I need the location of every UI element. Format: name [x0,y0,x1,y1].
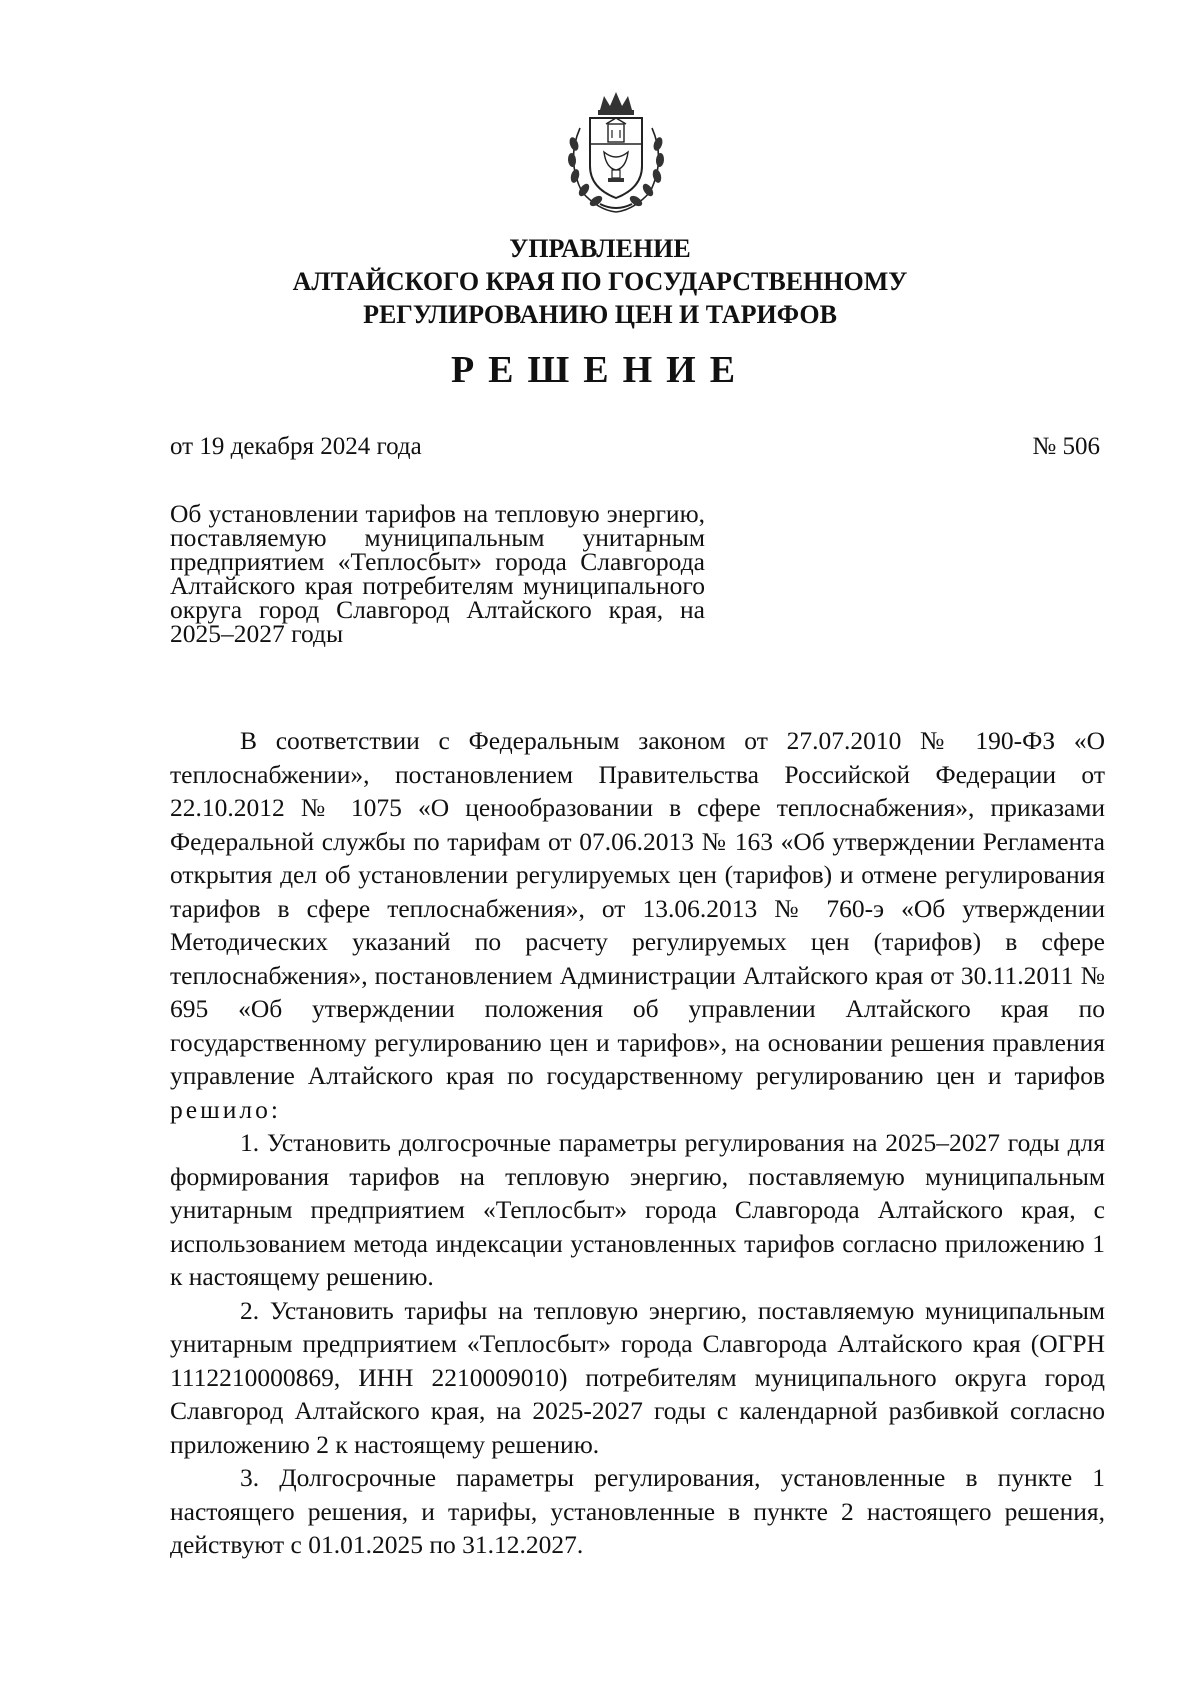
header-line-2: АЛТАЙСКОГО КРАЯ ПО ГОСУДАРСТВЕННОМУ [292,267,908,296]
altai-krai-coat-of-arms-icon [560,88,672,216]
decision-item-2: 2. Установить тарифы на тепловую энергию, поставляемую муниципальным унитарным предприятием «Теплосбыт» города Славгорода Алтайского края (ОГРН 1112210000869, ИНН 2210009010) потребителям муниципального округа город Славгород Алтайского края, на 2025-2027 годы с календарной разбивкой согласно приложению 2 к настоящему решению. [170,1295,1105,1459]
decision-item-1: 1. Установить долгосрочные параметры регулирования на 2025–2027 годы для формирования тарифов на тепловую энергию, поставляемую муниципальным унитарным предприятием «Теплосбыт» города Славгорода Алтайского края, с использованием метода индексации установленных тарифов согласно приложению 1 к настоящему решению. [170,1128,1105,1291]
issuing-authority-header [240,232,960,331]
coat-of-arms-emblem [560,88,672,216]
document-type-title: РЕШЕНИЕ [450,349,750,391]
document-subject: Об установлении тарифов на тепловую энергию, поставляемую муниципальным унитарным предприятием «Теплосбыт» города Славгорода Алтайского края потребителям муниципального округа город Славгород Алтайского края, на 2025–2027 годы [170,499,705,648]
decision-item-3: 3. Долгосрочные параметры регулирования, установленные в пункте 1 настоящего решения, и тарифы, установленные в пункте 2 настоящего решения, действуют с 01.01.2025 по 31.12.2027. [170,1463,1105,1559]
decided-word: решило: [170,1094,281,1124]
preamble-paragraph [170,724,1105,1126]
header-line-1: УПРАВЛЕНИЕ [509,234,691,263]
document-body [170,724,1105,1562]
header-line-3: РЕГУЛИРОВАНИЮ ЦЕН И ТАРИФОВ [363,300,837,329]
document-number: № 506 [1032,433,1100,460]
preamble-text: В соответствии с Федеральным законом от 27.07.2010 № 190-ФЗ «О теплоснабжении», постановлением Правительства Российской Федерации от 22.10.2012 № 1075 «О ценообразовании в сфере теплоснабжения», приказами Федеральной службы по тарифам от 07.06.2013 № 163 «Об утверждении Регламента открытия дел об установлении регулируемых цен (тарифов) и отмене регулирования тарифов в сфере теплоснабжения», от 13.06.2013 № 760-э «Об утверждении Методических указаний по расчету регулируемых цен (тарифов) в сфере теплоснабжения», постановлением Администрации Алтайского края от 30.11.2011 № 695 «Об утверждении положения об управлении Алтайского края по государственному регулированию цен и тарифов», на основании решения правления управление Алтайского края по государственному регулированию цен и тарифов [170,726,1105,1090]
document-date: от 19 декабря 2024 года [170,433,422,460]
